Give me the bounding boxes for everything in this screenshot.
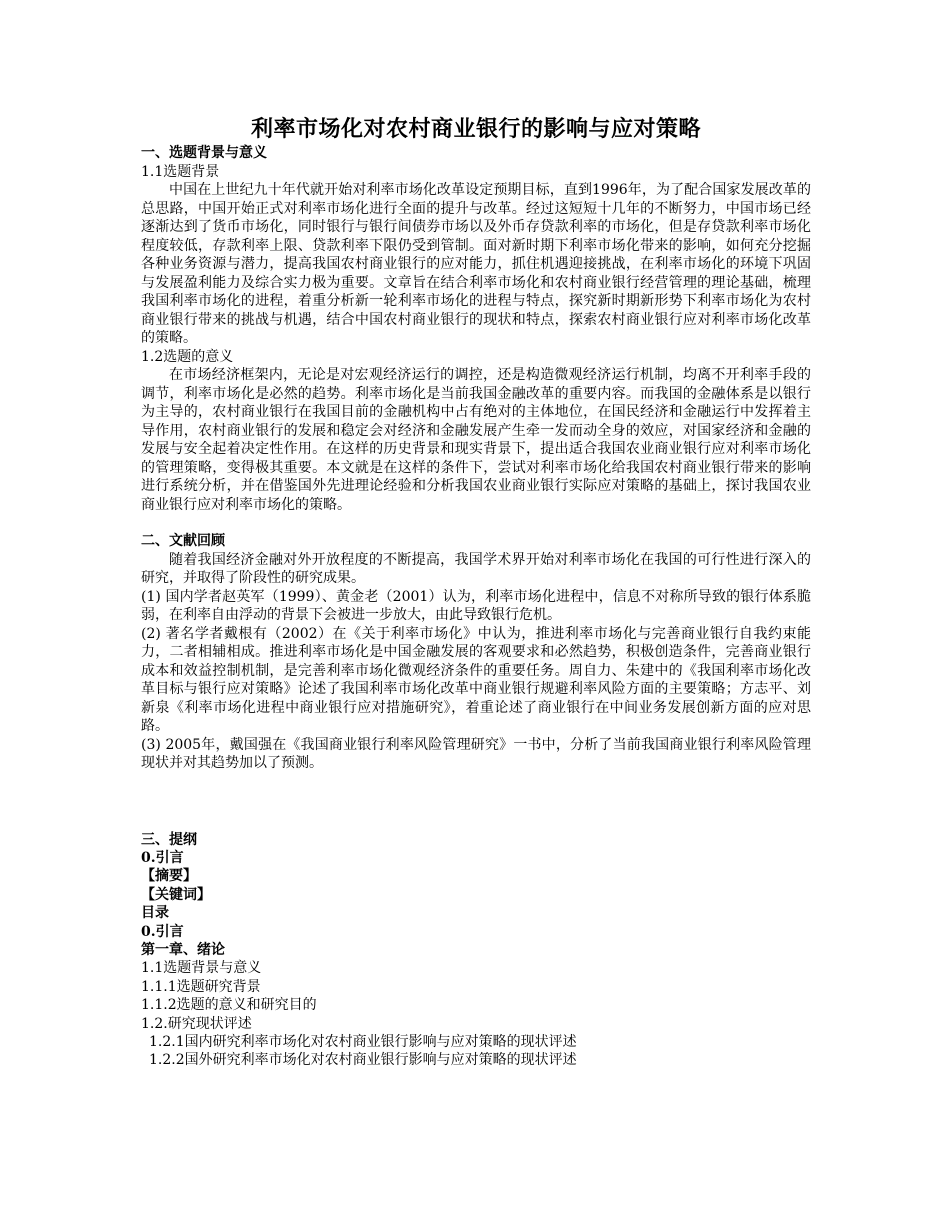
outline-item: 1.2.2国外研究利率市场化对农村商业银行影响与应对策略的现状评述 [149, 1052, 577, 1069]
outline-item: 1.1.1选题研究背景 [141, 978, 261, 995]
outline-item: 1.1.2选题的意义和研究目的 [141, 997, 317, 1014]
outline-item: 0.引言 [141, 850, 184, 866]
subsection-heading-background: 1.1选题背景 [141, 163, 220, 180]
outline-item: 0.引言 [141, 923, 184, 940]
section-heading-literature: 二、文献回顾 [141, 533, 225, 549]
document-page [141, 114, 811, 1070]
document-title: 利率市场化对农村商业银行的影响与应对策略 [250, 116, 701, 142]
outline-item: 【关键词】 [141, 886, 211, 903]
outline-item: 目录 [141, 905, 169, 922]
paragraph-significance: 在市场经济框架内，无论是对宏观经济运行的调控，还是构造微观经济运行机制，均离不开利率手段的调节，利率市场化是必然的趋势。利率市场化是当前我国金融改革的重要内容。而我国的金融体系是以银行为主导的，农村商业银行在我国目前的金融机构中占有绝对的主体地位，在国民经济和金融运行中发挥着主导作用，农村商业银行的发展和稳定会对经济和金融发展产生牵一发而动全身的效应，对国家经济和金融的发展与安全起着决定性作用。在这样的历史背景和现实背景下，提出适合我国农业商业银行应对利率市场化的管理策略，变得极其重要。本文就是在这样的条件下，尝试对利率市场化给我国农村商业银行带来的影响进行系统分析，并在借鉴国外先进理论经验和分析我国农业商业银行实际应对策略的基础上，探讨我国农业商业银行应对利率市场化的策略。 [141, 367, 811, 513]
outline-item: 1.1选题背景与意义 [141, 960, 262, 977]
outline-item: 第一章、绪论 [141, 942, 225, 959]
outline-item: 1.2.1国内研究利率市场化对农村商业银行影响与应对策略的现状评述 [149, 1034, 577, 1051]
spacer [141, 514, 811, 532]
section-heading-background: 一、选题背景与意义 [141, 145, 267, 161]
section-heading-outline: 三、提纲 [141, 831, 197, 848]
spacer [141, 773, 811, 831]
paragraph-literature-1: (1) 国内学者赵英军（1999）、黄金老（2001）认为，利率市场化进程中，信息不对称所导致的银行体系脆弱，在利率自由浮动的背景下会被进一步放大，由此导致银行危机。 [141, 588, 811, 623]
paragraph-literature-3: (3) 2005年，戴国强在《我国商业银行利率风险管理研究》一书中，分析了当前我国商业银行利率风险管理现状并对其趋势加以了预测。 [141, 736, 811, 771]
outline-item: 1.2.研究现状评述 [141, 1015, 252, 1032]
paragraph-literature-intro: 随着我国经济金融对外开放程度的不断提高，我国学术界开始对利率市场化在我国的可行性进行深入的研究，并取得了阶段性的研究成果。 [141, 551, 811, 586]
subsection-heading-significance: 1.2选题的意义 [141, 348, 234, 365]
outline-item: 【摘要】 [141, 868, 197, 885]
paragraph-background: 中国在上世纪九十年代就开始对利率市场化改革设定预期目标，直到1996年，为了配合国家发展改革的总思路，中国开始正式对利率市场化进行全面的提升与改革。经过这短短十几年的不断努力，中国市场已经逐渐达到了货币市场化，同时银行与银行间债券市场以及外币存贷款利率的市场化，但是存贷款利率市场化程度较低，存款利率上限、贷款利率下限仍受到管制。面对新时期下利率市场化带来的影响，如何充分挖掘各种业务资源与潜力，提高我国农村商业银行的应对能力，抓住机遇迎接挑战，在利率市场化的环境下巩固与发展盈利能力及综合实力极为重要。文章旨在结合利率市场化和农村商业银行经营管理的理论基础，梳理我国利率市场化的进程，着重分析新一轮利率市场化的进程与特点，探究新时期新形势下利率市场化为农村商业银行带来的挑战与机遇，结合中国农村商业银行的现状和特点，探索农村商业银行应对利率市场化改革的策略。 [141, 182, 811, 346]
paragraph-literature-2: (2) 著名学者戴根有（2002）在《关于利率市场化》中认为，推进利率市场化与完善商业银行自我约束能力，二者相辅相成。推进利率市场化是中国金融发展的客观要求和必然趋势，积极创造条件，完善商业银行成本和效益控制机制，是完善利率市场化微观经济条件的重要任务。周自力、朱建中的《我国利率市场化改革目标与银行应对策略》论述了我国利率市场化改革中商业银行规避利率风险方面的主要策略；方志平、刘新泉《利率市场化进程中商业银行应对措施研究》，着重论述了商业银行在中间业务发展创新方面的应对思路。 [141, 625, 811, 734]
